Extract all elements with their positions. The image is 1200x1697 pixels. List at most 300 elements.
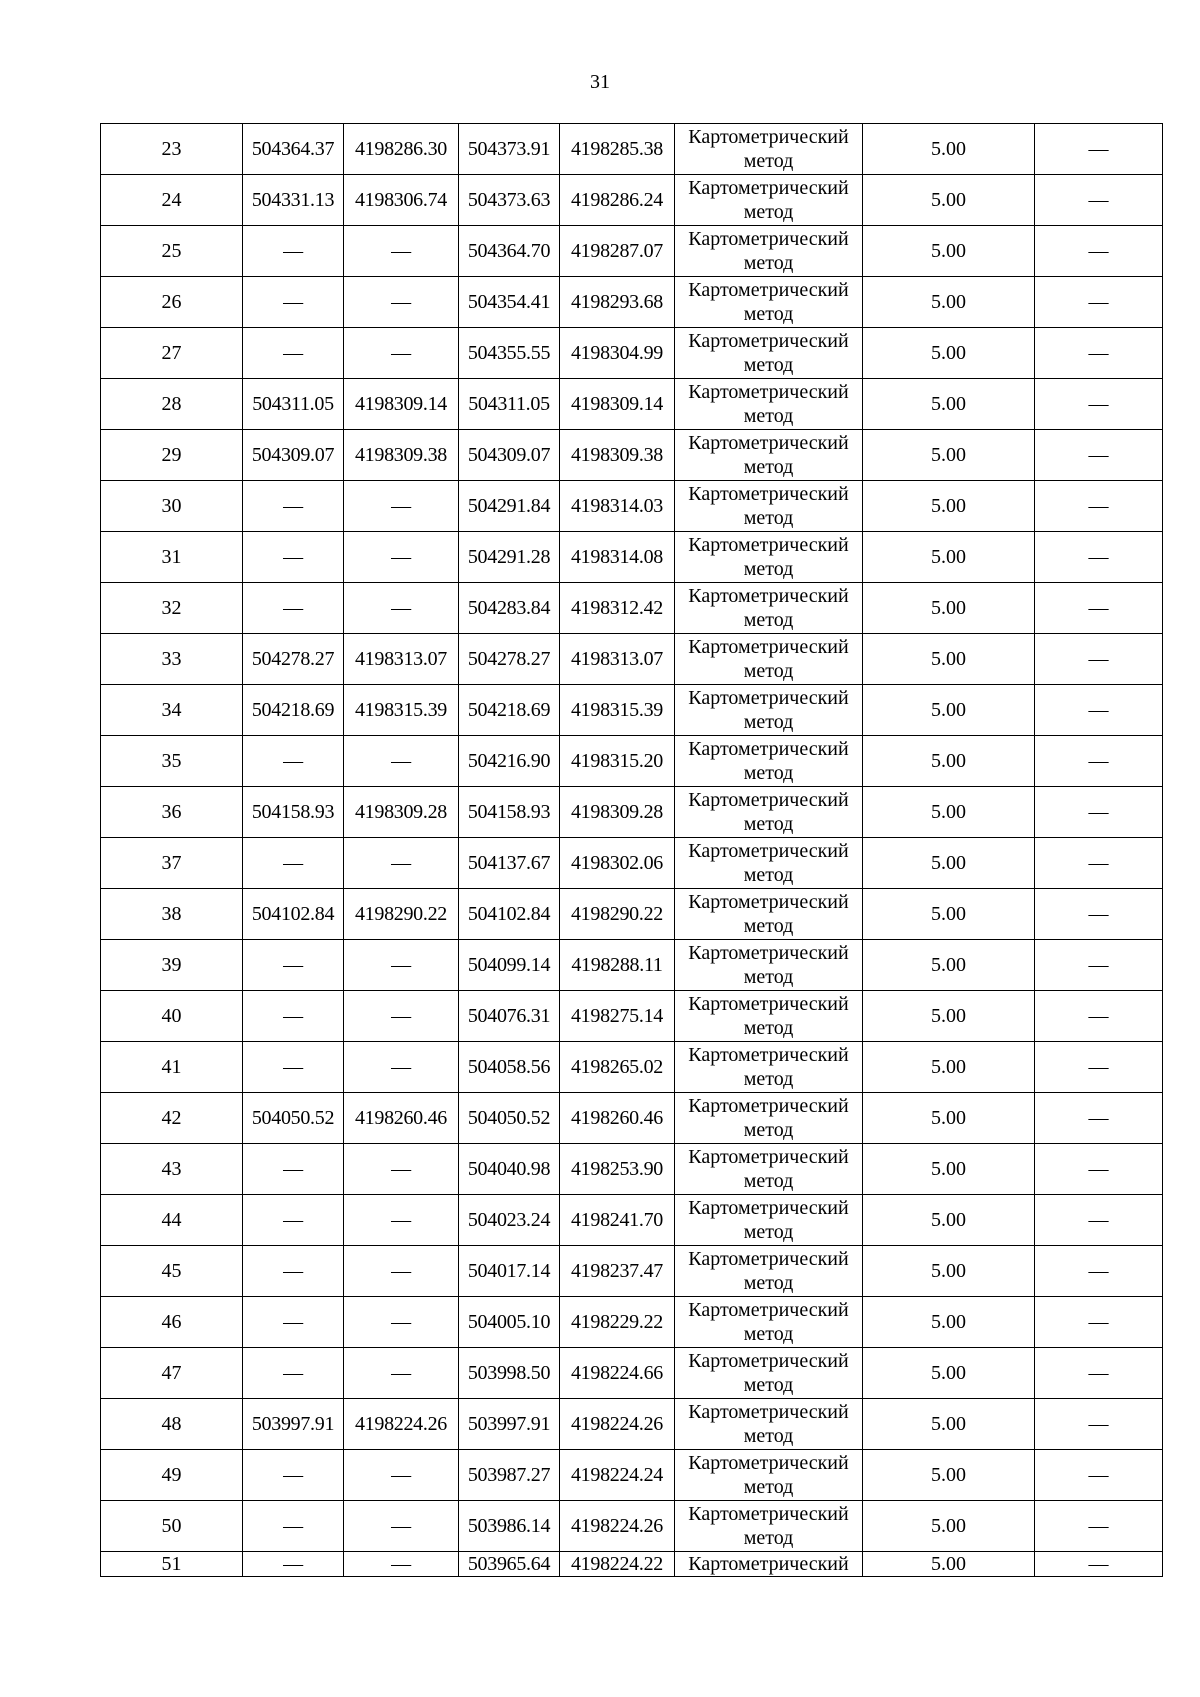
accuracy-cell: 5.00 [863, 685, 1035, 736]
note-cell: — [1035, 634, 1163, 685]
refined-y-cell: 4198241.70 [560, 1195, 675, 1246]
note-cell: — [1035, 1501, 1163, 1552]
refined-y-cell: 4198260.46 [560, 1093, 675, 1144]
point-number-cell: 27 [101, 328, 243, 379]
method-line-2: метод [743, 660, 794, 682]
method-cell [675, 1501, 863, 1552]
point-number-cell: 32 [101, 583, 243, 634]
method-cell [675, 430, 863, 481]
point-number-cell: 39 [101, 940, 243, 991]
refined-y-cell: 4198290.22 [560, 889, 675, 940]
existing-y-cell: — [344, 277, 459, 328]
point-number-cell: 28 [101, 379, 243, 430]
existing-y-cell: 4198260.46 [344, 1093, 459, 1144]
refined-y-cell: 4198224.26 [560, 1399, 675, 1450]
note-cell: — [1035, 532, 1163, 583]
method-cell [675, 532, 863, 583]
accuracy-cell: 5.00 [863, 838, 1035, 889]
existing-x-cell: — [243, 226, 344, 277]
method-cell [675, 481, 863, 532]
refined-y-cell: 4198304.99 [560, 328, 675, 379]
method-cell [675, 277, 863, 328]
refined-x-cell: 504373.63 [459, 175, 560, 226]
refined-y-cell: 4198314.08 [560, 532, 675, 583]
accuracy-cell: 5.00 [863, 124, 1035, 175]
refined-y-cell: 4198312.42 [560, 583, 675, 634]
existing-x-cell: — [243, 1501, 344, 1552]
method-line-2: метод [743, 1119, 794, 1141]
refined-x-cell: 504158.93 [459, 787, 560, 838]
refined-x-cell: 504218.69 [459, 685, 560, 736]
existing-x-cell: 504311.05 [243, 379, 344, 430]
accuracy-cell: 5.00 [863, 1042, 1035, 1093]
note-cell: — [1035, 940, 1163, 991]
method-line-1: Картометрический [688, 942, 849, 964]
refined-x-cell: 504364.70 [459, 226, 560, 277]
method-line-2: метод [743, 354, 794, 376]
refined-x-cell: 504050.52 [459, 1093, 560, 1144]
refined-y-cell: 4198287.07 [560, 226, 675, 277]
refined-y-cell: 4198302.06 [560, 838, 675, 889]
note-cell: — [1035, 175, 1163, 226]
note-cell: — [1035, 685, 1163, 736]
method-cell [675, 1450, 863, 1501]
refined-x-cell: 504278.27 [459, 634, 560, 685]
method-cell [675, 736, 863, 787]
table-row [101, 634, 1163, 685]
note-cell: — [1035, 1144, 1163, 1195]
existing-x-cell: — [243, 838, 344, 889]
point-number-cell: 40 [101, 991, 243, 1042]
method-line-1: Картометрический [688, 483, 849, 505]
note-cell: — [1035, 1450, 1163, 1501]
method-cell [675, 685, 863, 736]
refined-x-cell: 503965.64 [459, 1552, 560, 1577]
table-row [101, 277, 1163, 328]
method-line-1: Картометрический [688, 534, 849, 556]
accuracy-cell: 5.00 [863, 1552, 1035, 1577]
existing-y-cell: 4198313.07 [344, 634, 459, 685]
accuracy-cell: 5.00 [863, 1246, 1035, 1297]
refined-y-cell: 4198253.90 [560, 1144, 675, 1195]
method-line-2: метод [743, 1068, 794, 1090]
method-cell [675, 583, 863, 634]
existing-y-cell: — [344, 583, 459, 634]
table-row [101, 736, 1163, 787]
note-cell: — [1035, 277, 1163, 328]
existing-y-cell: 4198224.26 [344, 1399, 459, 1450]
table-row [101, 1552, 1163, 1577]
existing-y-cell: — [344, 838, 459, 889]
table-row [101, 889, 1163, 940]
point-number-cell: 44 [101, 1195, 243, 1246]
table-row [101, 1144, 1163, 1195]
method-line-1: Картометрический [688, 1095, 849, 1117]
method-cell [675, 1297, 863, 1348]
accuracy-cell: 5.00 [863, 226, 1035, 277]
method-line-1: Картометрический [688, 177, 849, 199]
existing-y-cell: — [344, 1348, 459, 1399]
note-cell: — [1035, 1399, 1163, 1450]
existing-x-cell: — [243, 940, 344, 991]
method-line-1: Картометрический [688, 1503, 849, 1525]
method-line-1: Картометрический [688, 1248, 849, 1270]
note-cell: — [1035, 889, 1163, 940]
note-cell: — [1035, 1042, 1163, 1093]
method-cell [675, 379, 863, 430]
existing-y-cell: — [344, 481, 459, 532]
table-body [101, 124, 1163, 1577]
method-line-1: Картометрический [688, 126, 849, 148]
table-row [101, 1042, 1163, 1093]
table-row [101, 379, 1163, 430]
existing-x-cell: — [243, 1195, 344, 1246]
existing-y-cell: — [344, 736, 459, 787]
method-cell [675, 889, 863, 940]
existing-x-cell: — [243, 277, 344, 328]
note-cell: — [1035, 991, 1163, 1042]
point-number-cell: 30 [101, 481, 243, 532]
point-number-cell: 47 [101, 1348, 243, 1399]
existing-x-cell: 503997.91 [243, 1399, 344, 1450]
page-number: 31 [590, 71, 610, 93]
method-line-2: метод [743, 609, 794, 631]
accuracy-cell: 5.00 [863, 736, 1035, 787]
refined-y-cell: 4198309.14 [560, 379, 675, 430]
existing-y-cell: — [344, 1552, 459, 1577]
method-line-2: метод [743, 1017, 794, 1039]
existing-y-cell: 4198290.22 [344, 889, 459, 940]
refined-y-cell: 4198293.68 [560, 277, 675, 328]
existing-x-cell: — [243, 1297, 344, 1348]
note-cell: — [1035, 481, 1163, 532]
method-line-2: метод [743, 1170, 794, 1192]
table-row [101, 328, 1163, 379]
accuracy-cell: 5.00 [863, 1093, 1035, 1144]
method-line-1: Картометрический [688, 1452, 849, 1474]
table-row [101, 1399, 1163, 1450]
point-number-cell: 48 [101, 1399, 243, 1450]
note-cell: — [1035, 838, 1163, 889]
refined-y-cell: 4198288.11 [560, 940, 675, 991]
point-number-cell: 31 [101, 532, 243, 583]
method-line-2: метод [743, 915, 794, 937]
refined-x-cell: 504005.10 [459, 1297, 560, 1348]
existing-x-cell: — [243, 1552, 344, 1577]
table-row [101, 430, 1163, 481]
method-line-1: Картометрический [688, 738, 849, 760]
accuracy-cell: 5.00 [863, 1450, 1035, 1501]
accuracy-cell: 5.00 [863, 379, 1035, 430]
refined-y-cell: 4198224.66 [560, 1348, 675, 1399]
table-row [101, 481, 1163, 532]
method-line-2: метод [743, 762, 794, 784]
existing-y-cell: — [344, 328, 459, 379]
point-number-cell: 43 [101, 1144, 243, 1195]
point-number-cell: 35 [101, 736, 243, 787]
accuracy-cell: 5.00 [863, 1144, 1035, 1195]
note-cell: — [1035, 379, 1163, 430]
accuracy-cell: 5.00 [863, 1399, 1035, 1450]
point-number-cell: 37 [101, 838, 243, 889]
method-line-2: метод [743, 507, 794, 529]
refined-y-cell: 4198224.24 [560, 1450, 675, 1501]
accuracy-cell: 5.00 [863, 328, 1035, 379]
refined-x-cell: 504040.98 [459, 1144, 560, 1195]
table-row [101, 991, 1163, 1042]
note-cell: — [1035, 1093, 1163, 1144]
method-line-1: Картометрический [688, 279, 849, 301]
note-cell: — [1035, 328, 1163, 379]
refined-x-cell: 503997.91 [459, 1399, 560, 1450]
point-number-cell: 51 [101, 1552, 243, 1577]
method-cell [675, 1195, 863, 1246]
existing-x-cell: — [243, 328, 344, 379]
existing-y-cell: — [344, 226, 459, 277]
method-cell [675, 634, 863, 685]
table-row [101, 1195, 1163, 1246]
existing-y-cell: 4198286.30 [344, 124, 459, 175]
existing-x-cell: — [243, 1042, 344, 1093]
table-row [101, 532, 1163, 583]
point-number-cell: 36 [101, 787, 243, 838]
refined-x-cell: 504216.90 [459, 736, 560, 787]
table-row [101, 1348, 1163, 1399]
accuracy-cell: 5.00 [863, 175, 1035, 226]
existing-y-cell: 4198309.38 [344, 430, 459, 481]
table-row [101, 838, 1163, 889]
method-cell [675, 1042, 863, 1093]
method-line-2: метод [743, 966, 794, 988]
existing-x-cell: — [243, 532, 344, 583]
method-line-2: метод [743, 864, 794, 886]
refined-x-cell: 503987.27 [459, 1450, 560, 1501]
table-row [101, 226, 1163, 277]
method-line-1: Картометрический [688, 432, 849, 454]
refined-y-cell: 4198275.14 [560, 991, 675, 1042]
table-row [101, 940, 1163, 991]
accuracy-cell: 5.00 [863, 1195, 1035, 1246]
method-cell [675, 1552, 863, 1577]
existing-x-cell: — [243, 736, 344, 787]
point-number-cell: 38 [101, 889, 243, 940]
refined-x-cell: 504137.67 [459, 838, 560, 889]
accuracy-cell: 5.00 [863, 991, 1035, 1042]
existing-x-cell: — [243, 1348, 344, 1399]
existing-y-cell: — [344, 1450, 459, 1501]
refined-x-cell: 503998.50 [459, 1348, 560, 1399]
refined-x-cell: 504291.28 [459, 532, 560, 583]
method-cell [675, 124, 863, 175]
note-cell: — [1035, 1348, 1163, 1399]
table-row [101, 1093, 1163, 1144]
table-row [101, 175, 1163, 226]
table-row [101, 1246, 1163, 1297]
point-number-cell: 23 [101, 124, 243, 175]
existing-x-cell: — [243, 583, 344, 634]
note-cell: — [1035, 226, 1163, 277]
point-number-cell: 45 [101, 1246, 243, 1297]
method-cell [675, 1144, 863, 1195]
refined-x-cell: 504291.84 [459, 481, 560, 532]
refined-x-cell: 504311.05 [459, 379, 560, 430]
method-cell [675, 838, 863, 889]
note-cell: — [1035, 1246, 1163, 1297]
existing-x-cell: — [243, 991, 344, 1042]
method-line-1: Картометрический [688, 993, 849, 1015]
refined-y-cell: 4198265.02 [560, 1042, 675, 1093]
note-cell: — [1035, 736, 1163, 787]
method-line-1: Картометрический [688, 1553, 849, 1575]
method-line-2: метод [743, 303, 794, 325]
refined-x-cell: 503986.14 [459, 1501, 560, 1552]
existing-y-cell: — [344, 1246, 459, 1297]
refined-y-cell: 4198224.22 [560, 1552, 675, 1577]
point-number-cell: 50 [101, 1501, 243, 1552]
accuracy-cell: 5.00 [863, 277, 1035, 328]
table-row [101, 124, 1163, 175]
existing-y-cell: 4198309.14 [344, 379, 459, 430]
accuracy-cell: 5.00 [863, 1501, 1035, 1552]
method-line-1: Картометрический [688, 381, 849, 403]
point-number-cell: 29 [101, 430, 243, 481]
method-line-2: метод [743, 1425, 794, 1447]
method-line-2: метод [743, 456, 794, 478]
method-cell [675, 1246, 863, 1297]
method-line-1: Картометрический [688, 1299, 849, 1321]
method-line-1: Картометрический [688, 636, 849, 658]
existing-y-cell: — [344, 991, 459, 1042]
method-line-1: Картометрический [688, 1146, 849, 1168]
coordinates-table [100, 123, 1163, 1577]
method-line-2: метод [743, 1476, 794, 1498]
existing-y-cell: — [344, 1042, 459, 1093]
refined-x-cell: 504099.14 [459, 940, 560, 991]
refined-x-cell: 504102.84 [459, 889, 560, 940]
method-line-2: метод [743, 1527, 794, 1549]
refined-x-cell: 504283.84 [459, 583, 560, 634]
accuracy-cell: 5.00 [863, 430, 1035, 481]
refined-x-cell: 504309.07 [459, 430, 560, 481]
refined-y-cell: 4198313.07 [560, 634, 675, 685]
refined-x-cell: 504076.31 [459, 991, 560, 1042]
refined-y-cell: 4198309.28 [560, 787, 675, 838]
accuracy-cell: 5.00 [863, 481, 1035, 532]
refined-y-cell: 4198315.20 [560, 736, 675, 787]
method-cell [675, 1093, 863, 1144]
method-line-1: Картометрический [688, 1044, 849, 1066]
refined-y-cell: 4198309.38 [560, 430, 675, 481]
point-number-cell: 46 [101, 1297, 243, 1348]
method-line-2: метод [743, 1374, 794, 1396]
existing-x-cell: — [243, 1144, 344, 1195]
method-cell [675, 1399, 863, 1450]
point-number-cell: 49 [101, 1450, 243, 1501]
table-row [101, 583, 1163, 634]
existing-y-cell: — [344, 1195, 459, 1246]
method-line-1: Картометрический [688, 228, 849, 250]
accuracy-cell: 5.00 [863, 940, 1035, 991]
point-number-cell: 34 [101, 685, 243, 736]
method-cell [675, 328, 863, 379]
accuracy-cell: 5.00 [863, 1297, 1035, 1348]
method-line-1: Картометрический [688, 1350, 849, 1372]
method-line-2: метод [743, 1323, 794, 1345]
refined-x-cell: 504023.24 [459, 1195, 560, 1246]
accuracy-cell: 5.00 [863, 1348, 1035, 1399]
refined-x-cell: 504373.91 [459, 124, 560, 175]
note-cell: — [1035, 1195, 1163, 1246]
method-line-2: метод [743, 150, 794, 172]
accuracy-cell: 5.00 [863, 787, 1035, 838]
refined-x-cell: 504058.56 [459, 1042, 560, 1093]
point-number-cell: 33 [101, 634, 243, 685]
existing-y-cell: — [344, 940, 459, 991]
refined-y-cell: 4198229.22 [560, 1297, 675, 1348]
existing-y-cell: — [344, 532, 459, 583]
method-line-2: метод [743, 405, 794, 427]
method-line-2: метод [743, 1272, 794, 1294]
refined-y-cell: 4198286.24 [560, 175, 675, 226]
method-cell [675, 991, 863, 1042]
method-line-1: Картометрический [688, 687, 849, 709]
method-line-1: Картометрический [688, 585, 849, 607]
accuracy-cell: 5.00 [863, 634, 1035, 685]
existing-x-cell: 504278.27 [243, 634, 344, 685]
existing-y-cell: — [344, 1501, 459, 1552]
existing-y-cell: 4198309.28 [344, 787, 459, 838]
method-line-1: Картометрический [688, 840, 849, 862]
existing-x-cell: 504102.84 [243, 889, 344, 940]
existing-x-cell: — [243, 1450, 344, 1501]
refined-y-cell: 4198237.47 [560, 1246, 675, 1297]
point-number-cell: 26 [101, 277, 243, 328]
table-row [101, 685, 1163, 736]
method-line-2: метод [743, 1221, 794, 1243]
accuracy-cell: 5.00 [863, 583, 1035, 634]
table-row [101, 1297, 1163, 1348]
method-cell [675, 1348, 863, 1399]
existing-x-cell: 504331.13 [243, 175, 344, 226]
accuracy-cell: 5.00 [863, 889, 1035, 940]
method-cell [675, 940, 863, 991]
method-cell [675, 226, 863, 277]
existing-y-cell: 4198306.74 [344, 175, 459, 226]
method-line-2: метод [743, 558, 794, 580]
existing-x-cell: 504364.37 [243, 124, 344, 175]
refined-y-cell: 4198285.38 [560, 124, 675, 175]
note-cell: — [1035, 787, 1163, 838]
existing-y-cell: 4198315.39 [344, 685, 459, 736]
existing-x-cell: 504050.52 [243, 1093, 344, 1144]
table-row [101, 787, 1163, 838]
point-number-cell: 41 [101, 1042, 243, 1093]
existing-x-cell: 504309.07 [243, 430, 344, 481]
method-line-1: Картометрический [688, 1401, 849, 1423]
refined-y-cell: 4198315.39 [560, 685, 675, 736]
method-line-1: Картометрический [688, 1197, 849, 1219]
existing-x-cell: 504218.69 [243, 685, 344, 736]
note-cell: — [1035, 1552, 1163, 1577]
table-row [101, 1501, 1163, 1552]
point-number-cell: 24 [101, 175, 243, 226]
method-line-1: Картометрический [688, 891, 849, 913]
refined-x-cell: 504017.14 [459, 1246, 560, 1297]
refined-x-cell: 504354.41 [459, 277, 560, 328]
note-cell: — [1035, 124, 1163, 175]
point-number-cell: 25 [101, 226, 243, 277]
existing-x-cell: — [243, 481, 344, 532]
